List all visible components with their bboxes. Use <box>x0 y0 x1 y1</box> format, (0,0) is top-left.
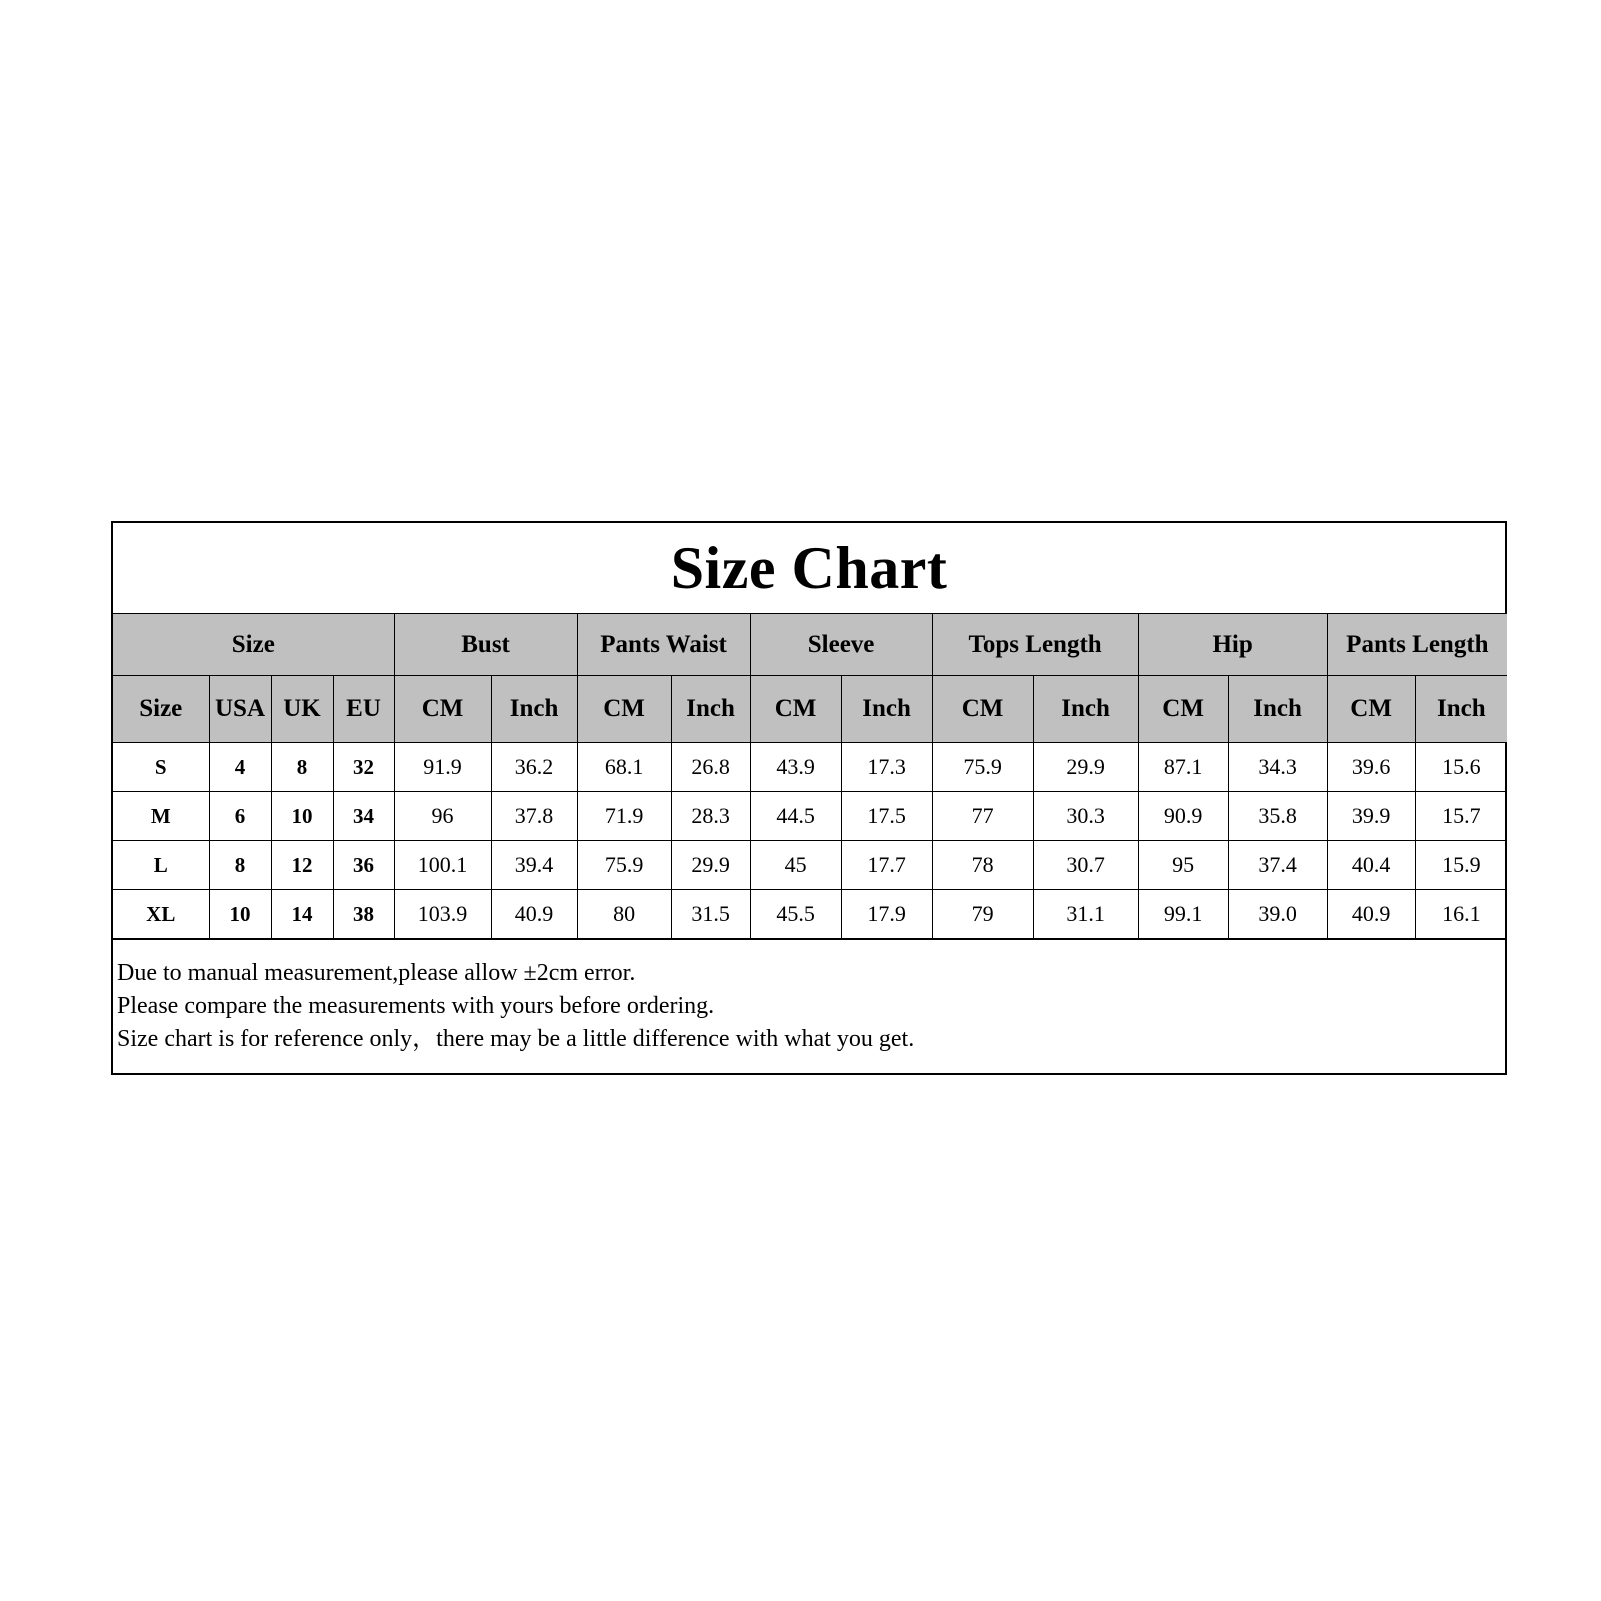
notes <box>113 939 1505 1073</box>
table-cell: 37.8 <box>491 792 577 841</box>
table-cell: M <box>113 792 209 841</box>
table-cell: 75.9 <box>577 841 671 890</box>
table-cell: 10 <box>271 792 333 841</box>
group-header-row <box>113 614 1507 676</box>
table-row <box>113 792 1507 841</box>
group-header-hip: Hip <box>1138 614 1327 676</box>
table-cell: 39.4 <box>491 841 577 890</box>
table-cell: 77 <box>932 792 1033 841</box>
note-line: Due to manual measurement,please allow ±2cm error. <box>117 960 636 986</box>
size-table <box>113 614 1507 939</box>
table-row <box>113 743 1507 792</box>
table-cell: 15.9 <box>1415 841 1507 890</box>
sub-header-cell: EU <box>333 676 394 743</box>
table-cell: L <box>113 841 209 890</box>
table-cell: 38 <box>333 890 394 939</box>
table-cell: 90.9 <box>1138 792 1228 841</box>
table-cell: 17.3 <box>841 743 932 792</box>
table-cell: 99.1 <box>1138 890 1228 939</box>
sub-header-cell: CM <box>1327 676 1415 743</box>
table-cell: 26.8 <box>671 743 750 792</box>
sub-header-row <box>113 676 1507 743</box>
table-cell: 17.5 <box>841 792 932 841</box>
table-row <box>113 841 1507 890</box>
group-header-sleeve: Sleeve <box>750 614 932 676</box>
table-cell: 31.1 <box>1033 890 1138 939</box>
sub-header-cell: CM <box>577 676 671 743</box>
sub-header-cell: CM <box>932 676 1033 743</box>
table-cell: 10 <box>209 890 271 939</box>
note-line: Size chart is for reference only，there may be a little difference with what you get. <box>117 1026 915 1052</box>
table-cell: 91.9 <box>394 743 491 792</box>
sub-header-cell: Inch <box>841 676 932 743</box>
table-cell: 15.7 <box>1415 792 1507 841</box>
table-cell: 87.1 <box>1138 743 1228 792</box>
sub-header-cell: CM <box>1138 676 1228 743</box>
table-cell: 28.3 <box>671 792 750 841</box>
table-cell: 100.1 <box>394 841 491 890</box>
sub-header-cell: USA <box>209 676 271 743</box>
table-cell: XL <box>113 890 209 939</box>
sub-header-cell: UK <box>271 676 333 743</box>
table-cell: 34.3 <box>1228 743 1327 792</box>
table-cell: 40.4 <box>1327 841 1415 890</box>
table-cell: 29.9 <box>1033 743 1138 792</box>
table-cell: 75.9 <box>932 743 1033 792</box>
table-cell: 40.9 <box>491 890 577 939</box>
table-cell: 43.9 <box>750 743 841 792</box>
table-cell: 6 <box>209 792 271 841</box>
sub-header-cell: CM <box>750 676 841 743</box>
table-cell: 68.1 <box>577 743 671 792</box>
table-cell: 71.9 <box>577 792 671 841</box>
table-row <box>113 890 1507 939</box>
table-cell: 40.9 <box>1327 890 1415 939</box>
table-cell: 37.4 <box>1228 841 1327 890</box>
table-cell: 45.5 <box>750 890 841 939</box>
table-cell: 39.0 <box>1228 890 1327 939</box>
group-header-bust: Bust <box>394 614 577 676</box>
group-header-pants-waist: Pants Waist <box>577 614 750 676</box>
table-cell: 8 <box>271 743 333 792</box>
sub-header-cell: Inch <box>1033 676 1138 743</box>
table-cell: 17.9 <box>841 890 932 939</box>
table-cell: 34 <box>333 792 394 841</box>
table-cell: S <box>113 743 209 792</box>
table-cell: 30.7 <box>1033 841 1138 890</box>
table-cell: 44.5 <box>750 792 841 841</box>
sub-header-cell: Inch <box>1415 676 1507 743</box>
sub-header-cell: Inch <box>671 676 750 743</box>
size-chart <box>111 521 1507 1075</box>
table-cell: 36 <box>333 841 394 890</box>
table-cell: 103.9 <box>394 890 491 939</box>
table-cell: 35.8 <box>1228 792 1327 841</box>
table-cell: 15.6 <box>1415 743 1507 792</box>
table-cell: 17.7 <box>841 841 932 890</box>
table-cell: 8 <box>209 841 271 890</box>
group-header-tops-length: Tops Length <box>932 614 1138 676</box>
table-cell: 79 <box>932 890 1033 939</box>
table-cell: 39.6 <box>1327 743 1415 792</box>
table-cell: 14 <box>271 890 333 939</box>
table-cell: 78 <box>932 841 1033 890</box>
sub-header-cell: CM <box>394 676 491 743</box>
table-cell: 95 <box>1138 841 1228 890</box>
table-cell: 16.1 <box>1415 890 1507 939</box>
table-cell: 31.5 <box>671 890 750 939</box>
table-cell: 32 <box>333 743 394 792</box>
table-cell: 80 <box>577 890 671 939</box>
group-header-size: Size <box>113 614 394 676</box>
table-cell: 39.9 <box>1327 792 1415 841</box>
table-cell: 96 <box>394 792 491 841</box>
group-header-pants-length: Pants Length <box>1327 614 1507 676</box>
table-cell: 36.2 <box>491 743 577 792</box>
note-line: Please compare the measurements with yours before ordering. <box>117 993 715 1019</box>
table-cell: 29.9 <box>671 841 750 890</box>
sub-header-cell: Inch <box>491 676 577 743</box>
sub-header-cell: Inch <box>1228 676 1327 743</box>
chart-title: Size Chart <box>113 523 1505 614</box>
sub-header-cell: Size <box>113 676 209 743</box>
table-cell: 4 <box>209 743 271 792</box>
table-cell: 12 <box>271 841 333 890</box>
table-cell: 45 <box>750 841 841 890</box>
table-cell: 30.3 <box>1033 792 1138 841</box>
